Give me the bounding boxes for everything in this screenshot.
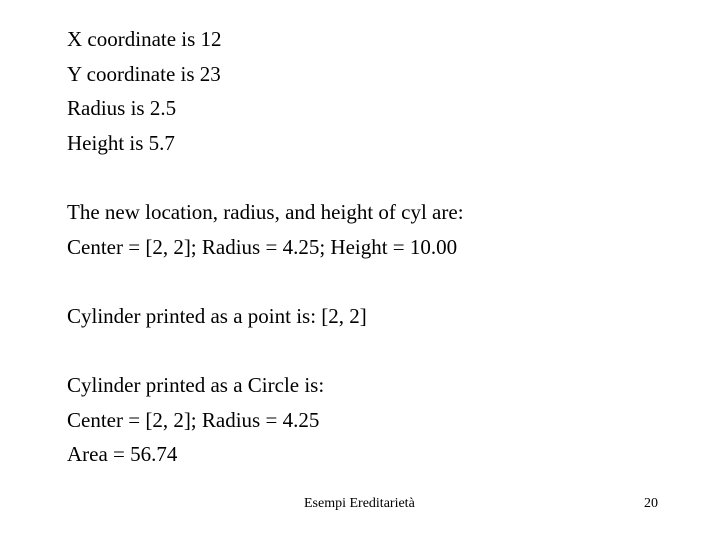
radius-line: Radius is 2.5 [67,96,177,121]
blank-line [67,264,687,299]
program-output [67,22,687,472]
footer-title: Esempi Ereditarietà [304,496,415,511]
new-values-line: Center = [2, 2]; Radius = 4.25; Height = 10.00 [67,234,458,259]
blank-line [67,333,687,368]
point-output-line: Cylinder printed as a point is: [2, 2] [67,303,367,328]
blank-line [67,160,687,195]
height-line: Height is 5.7 [67,130,175,155]
circle-center-radius-line: Center = [2, 2]; Radius = 4.25 [67,407,320,432]
new-values-heading: The new location, radius, and height of cyl are: [67,199,464,224]
y-coordinate-line: Y coordinate is 23 [67,61,221,86]
circle-area-line: Area = 56.74 [67,442,178,467]
x-coordinate-line: X coordinate is 12 [67,27,222,51]
page-number: 20 [644,496,658,511]
circle-output-heading: Cylinder printed as a Circle is: [67,372,325,397]
